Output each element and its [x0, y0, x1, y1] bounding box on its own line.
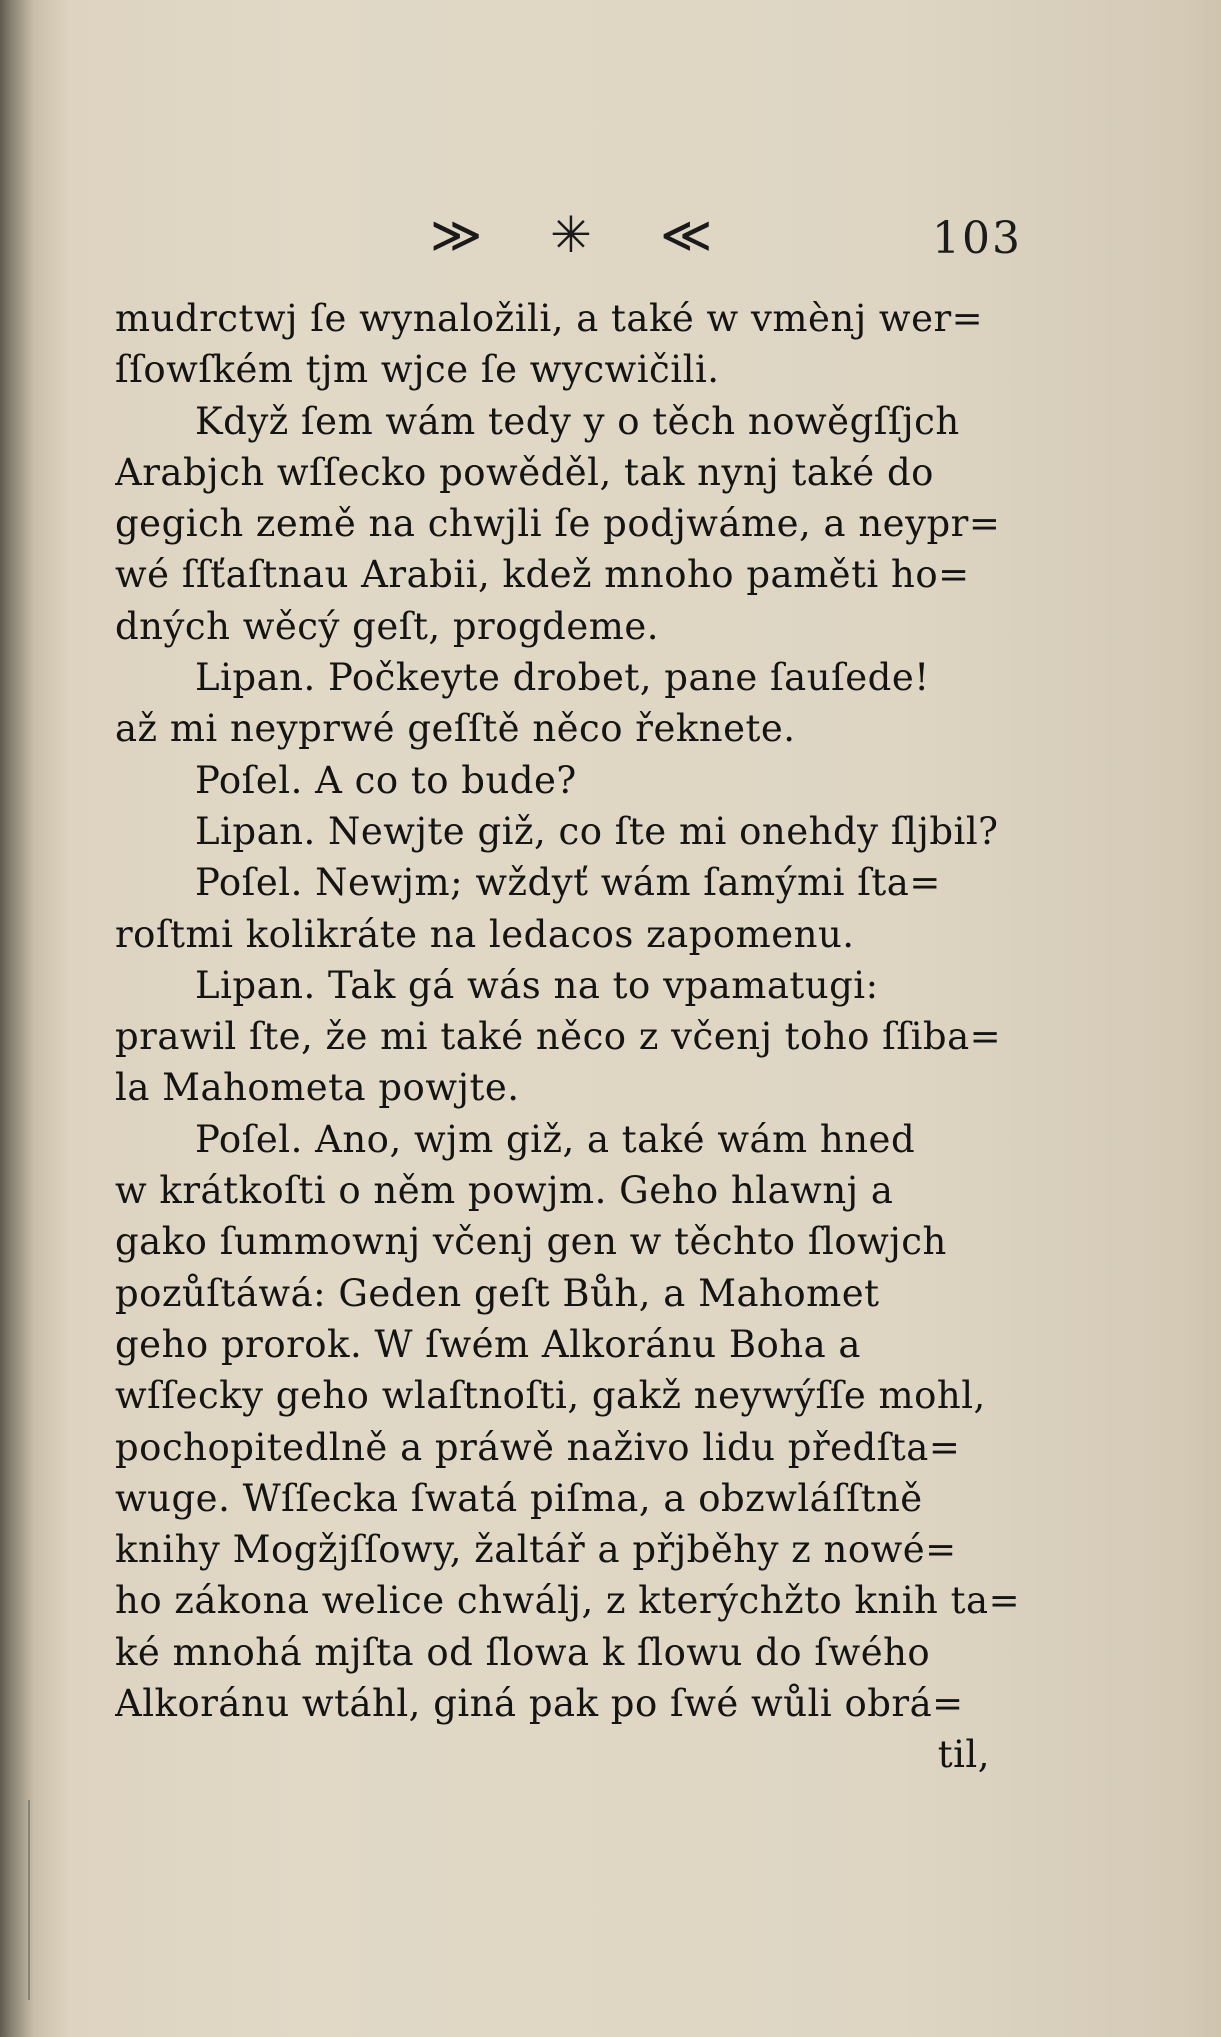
text-line: gako ſummownj včenj gen w těchto ſlowjch: [115, 1220, 947, 1264]
text-line: ſſowſkém tjm wjce ſe wycwičili.: [115, 348, 720, 392]
text-line: Alkoránu wtáhl, giná pak po ſwé wůli obrá=: [115, 1682, 964, 1726]
ornament-center-icon: ✳: [550, 206, 592, 264]
text-line: knihy Mogžjſſowy, žaltář a přjběhy z nowé=: [115, 1528, 957, 1572]
body-text: [115, 293, 1030, 1781]
text-line: Lipan. Tak gá wás na to vpamatugi:: [195, 963, 879, 1007]
text-line: až mi neyprwé geſſtě něco řeknete.: [115, 707, 796, 751]
spine-edge: [28, 1800, 30, 2000]
text-line: w krátkoſti o něm powjm. Geho hlawnj a: [115, 1169, 894, 1213]
ornament-right-icon: ≪: [660, 206, 713, 264]
text-line: dných wěcý geſt, progdeme.: [115, 604, 660, 648]
text-line: prawil ſte, že mi také něco z včenj toho ſſiba=: [115, 1015, 1002, 1059]
text-line: wé ſſťaſtnau Arabii, kdež mnoho paměti ho=: [115, 553, 970, 597]
text-line: Lipan. Newjte giž, co ſte mi onehdy ſljbil?: [195, 809, 999, 853]
text-line: Lipan. Počkeyte drobet, pane ſauſede!: [195, 656, 930, 700]
text-line: Poſel. Newjm; wždyť wám ſamými ſta=: [195, 861, 941, 905]
page-number: 103: [932, 213, 1022, 264]
text-line: Poſel. Ano, wjm giž, a také wám hned: [195, 1117, 916, 1161]
text-line: ho zákona welice chwálj, z kterýchžto knih ta=: [115, 1579, 1021, 1623]
text-line: pochopitedlně a práwě naživo lidu předſta=: [115, 1425, 961, 1469]
text-line: pozůſtáwá: Geden geſt Bůh, a Mahomet: [115, 1271, 880, 1315]
catchword: til,: [937, 1733, 990, 1777]
text-line: geho prorok. W ſwém Alkoránu Boha a: [115, 1322, 861, 1366]
ornament-left-icon: ≫: [430, 206, 483, 264]
text-line: roſtmi kolikráte na ledacos zapomenu.: [115, 912, 855, 956]
text-line: mudrctwj ſe wynaložili, a také w vmènj wer=: [115, 297, 984, 340]
text-line: wſſecky geho wlaſtnoſti, gakž neywýſſe mohl,: [115, 1374, 986, 1418]
text-line: wuge. Wſſecka ſwatá piſma, a obzwláſſtně: [115, 1476, 923, 1520]
text-line: Když ſem wám tedy y o těch nowěgſſjch: [195, 399, 960, 443]
text-line: Poſel. A co to bude?: [195, 758, 577, 802]
text-line: la Mahometa powjte.: [115, 1066, 520, 1110]
page-header: [430, 205, 1050, 265]
text-line: Arabjch wſſecko powěděl, tak nynj také do: [115, 450, 934, 494]
text-line: ké mnohá mjſta od ſlowa k ſlowu do ſwého: [115, 1630, 931, 1674]
text-line: gegich země na chwjli ſe podjwáme, a neypr=: [115, 502, 1001, 546]
